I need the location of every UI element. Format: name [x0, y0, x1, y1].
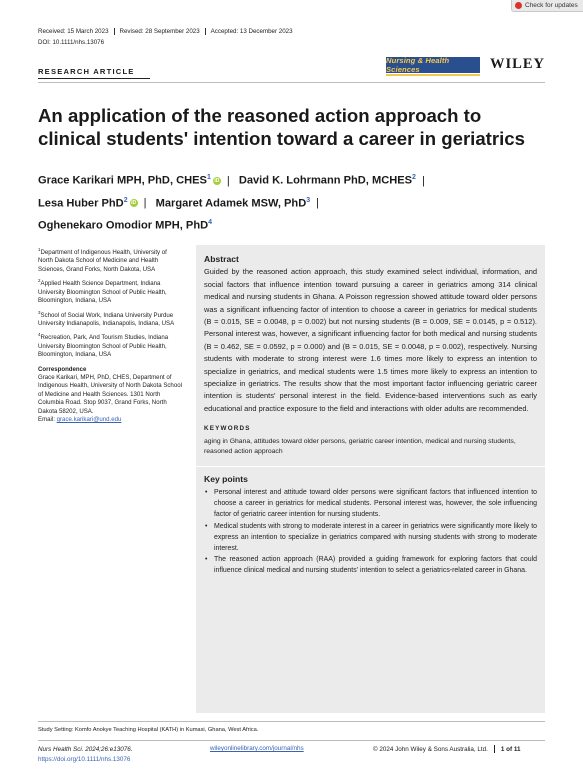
author-name[interactable]: David K. Lohrmann PhD, MCHES [238, 174, 413, 187]
orcid-icon[interactable]: iD [131, 200, 137, 207]
received-date: Received: 15 March 2023 [38, 28, 115, 35]
abstract-text: Guided by the reasoned action approach, this study examined select individual, information, and social factors that influence intention toward pursuing a career in geriatrics among 314 clinical medical and nursing students in Ghana. A Poisson regression showed attitude toward older persons was a significant influencing factor of intention to choose a career in geriatrics for medical students (B = 0.015, SE = 0.0048, p = 0.002) but not nursing students (B = 0.009, SE = 0.0145, p = 0.512). Personal interest was, however, a significant influencing factor for both medical and nursing students (B = 0.462, SE = 0.0592, p = 0.000) and (B = 0.015, SE = 0.0048, p = 0.002), respectively. Nursing students with moderate to strong interest were 1.6 times more likely to express an intention to specialize in geriatrics, and medical students were 1.5 times more likely to express an intention to specialize in geriatrics. The results show that the most important factor influencing geriatric career intention is students' personal interest in the field. Evidence-based interventions such as early educational and practice exposure to the field and interactions with older adults are recommended. [204, 267, 537, 413]
article-type-rule [38, 78, 150, 79]
correspondence-text: Grace Karikari, MPH, PhD, CHES, Department of Indigenous Health, University of North Dakota School of Medicine and Health Sciences. 1301 North Columbia Road. Stop 9037, Grand Forks, North Dakota 58202, USA. [38, 374, 182, 415]
check-for-updates-badge[interactable] [511, 0, 583, 12]
affiliation-number: 3 [38, 309, 41, 315]
footer-divider-bottom [38, 740, 545, 741]
publisher-logo: WILEY [490, 56, 545, 72]
author-name[interactable]: Grace Karikari MPH, PhD, CHES [38, 174, 207, 187]
journal-citation: Nurs Health Sci. 2024;26:e13076. [38, 746, 133, 753]
author-affiliation-mark[interactable]: 3 [306, 196, 311, 204]
abstract-box [196, 245, 545, 713]
footer-divider [38, 721, 545, 722]
author-name[interactable]: Lesa Huber PhD [38, 197, 124, 210]
study-setting-note: Study Setting: Komfo Anokye Teaching Hospital (KATH) in Kumasi, Ghana, West Africa. [38, 727, 259, 733]
author-name[interactable]: Oghenekaro Omodior MPH, PhD [38, 220, 209, 233]
journal-logo-underline [386, 74, 480, 76]
affiliation [38, 309, 182, 329]
footer-right [373, 745, 521, 753]
abstract-heading: Abstract [204, 254, 239, 264]
author-affiliation-mark[interactable]: 4 [208, 219, 213, 227]
key-points-list [204, 487, 537, 577]
page-number: 1 of 11 [500, 745, 521, 753]
author-affiliation-mark[interactable]: 1 [206, 174, 211, 181]
author-name[interactable]: Margaret Adamek MSW, PhD [155, 197, 307, 210]
affiliation-text: School of Social Work, Indiana University Purdue University Indianapolis, Indianapolis, Indiana, USA [38, 311, 175, 327]
journal-url-link[interactable]: wileyonlinelibrary.com/journal/nhs [210, 745, 304, 752]
affiliation-text: Recreation, Park, And Tourism Studies, Indiana University Bloomington School of Public Health, Bloomington, Indiana, USA [38, 334, 169, 359]
header-divider [38, 82, 545, 83]
correspondence-heading: Correspondence [38, 365, 87, 373]
footer-separator [494, 745, 495, 753]
affiliation [38, 277, 182, 305]
footer-citation-block [38, 745, 133, 764]
affiliation-text: Applied Health Science Department, Indiana University Bloomington School of Public Health, Bloomington, Indiana, USA [38, 280, 167, 305]
affiliations-column [38, 246, 182, 424]
author-affiliation-mark[interactable]: 2 [412, 174, 416, 181]
keywords-heading: KEYWORDS [204, 425, 251, 433]
article-doi: DOI: 10.1111/nhs.13076 [38, 39, 105, 46]
crossmark-icon [515, 2, 522, 9]
article-dates [38, 28, 303, 35]
abstract-divider [196, 466, 545, 467]
affiliation-number: 1 [38, 247, 41, 252]
author-separator: | [421, 174, 425, 187]
accepted-date: Accepted: 13 December 2023 [210, 28, 293, 35]
affiliation-number: 2 [38, 278, 41, 284]
author-separator: | [316, 197, 320, 210]
correspondence-email [38, 416, 182, 424]
orcid-icon[interactable]: iD [214, 177, 220, 184]
key-points-heading: Key points [204, 473, 248, 484]
email-label: Email: [38, 416, 55, 424]
affiliation [38, 331, 182, 359]
revised-date: Revised: 28 September 2023 [120, 28, 206, 35]
article-type: RESEARCH ARTICLE [38, 67, 135, 76]
key-point: • Personal interest and attitude toward older persons were significant factors that influenced intention to choose a career in geriatrics for medical students. Personal interest was, however, the sole influencing factor of geriatric career intention for nursing students. [204, 487, 537, 521]
doi-link[interactable]: https://doi.org/10.1111/nhs.13076 [38, 755, 131, 763]
article-title: An application of the reasoned action approach to clinical students' intention toward a career in geriatrics [38, 105, 525, 149]
author-separator: | [143, 197, 147, 210]
copyright-text: © 2024 John Wiley & Sons Australia, Ltd. [373, 745, 488, 753]
journal-logo: Nursing & Health Sciences [386, 57, 480, 73]
author-affiliation-mark[interactable]: 2 [123, 196, 128, 204]
affiliation-text: Department of Indigenous Health, University of North Dakota School of Medicine and Health Sciences, Grand Forks, North Dakota, USA [38, 249, 167, 273]
email-link[interactable]: grace.karikari@und.edu [56, 416, 122, 424]
author-list [38, 168, 518, 236]
affiliation [38, 246, 182, 274]
key-point: • The reasoned action approach (RAA) provided a guiding framework for exploring factors that could influence clinical medical and nursing students' intention to select a geriatrics-related career in Ghana. [204, 554, 537, 576]
author-separator: | [226, 174, 230, 187]
affiliation-number: 4 [38, 332, 41, 338]
key-point: • Medical students with strong to moderate interest in a career in geriatrics were significantly more likely to express an intention to specialize in geriatrics compared with nursing students with strong to moderate interest. [204, 521, 537, 555]
keywords-text: aging in Ghana, attitudes toward older persons, geriatric career intention, medical and nursing students, reasoned action approach [204, 437, 516, 456]
check-for-updates-label: Check for updates [525, 2, 578, 9]
